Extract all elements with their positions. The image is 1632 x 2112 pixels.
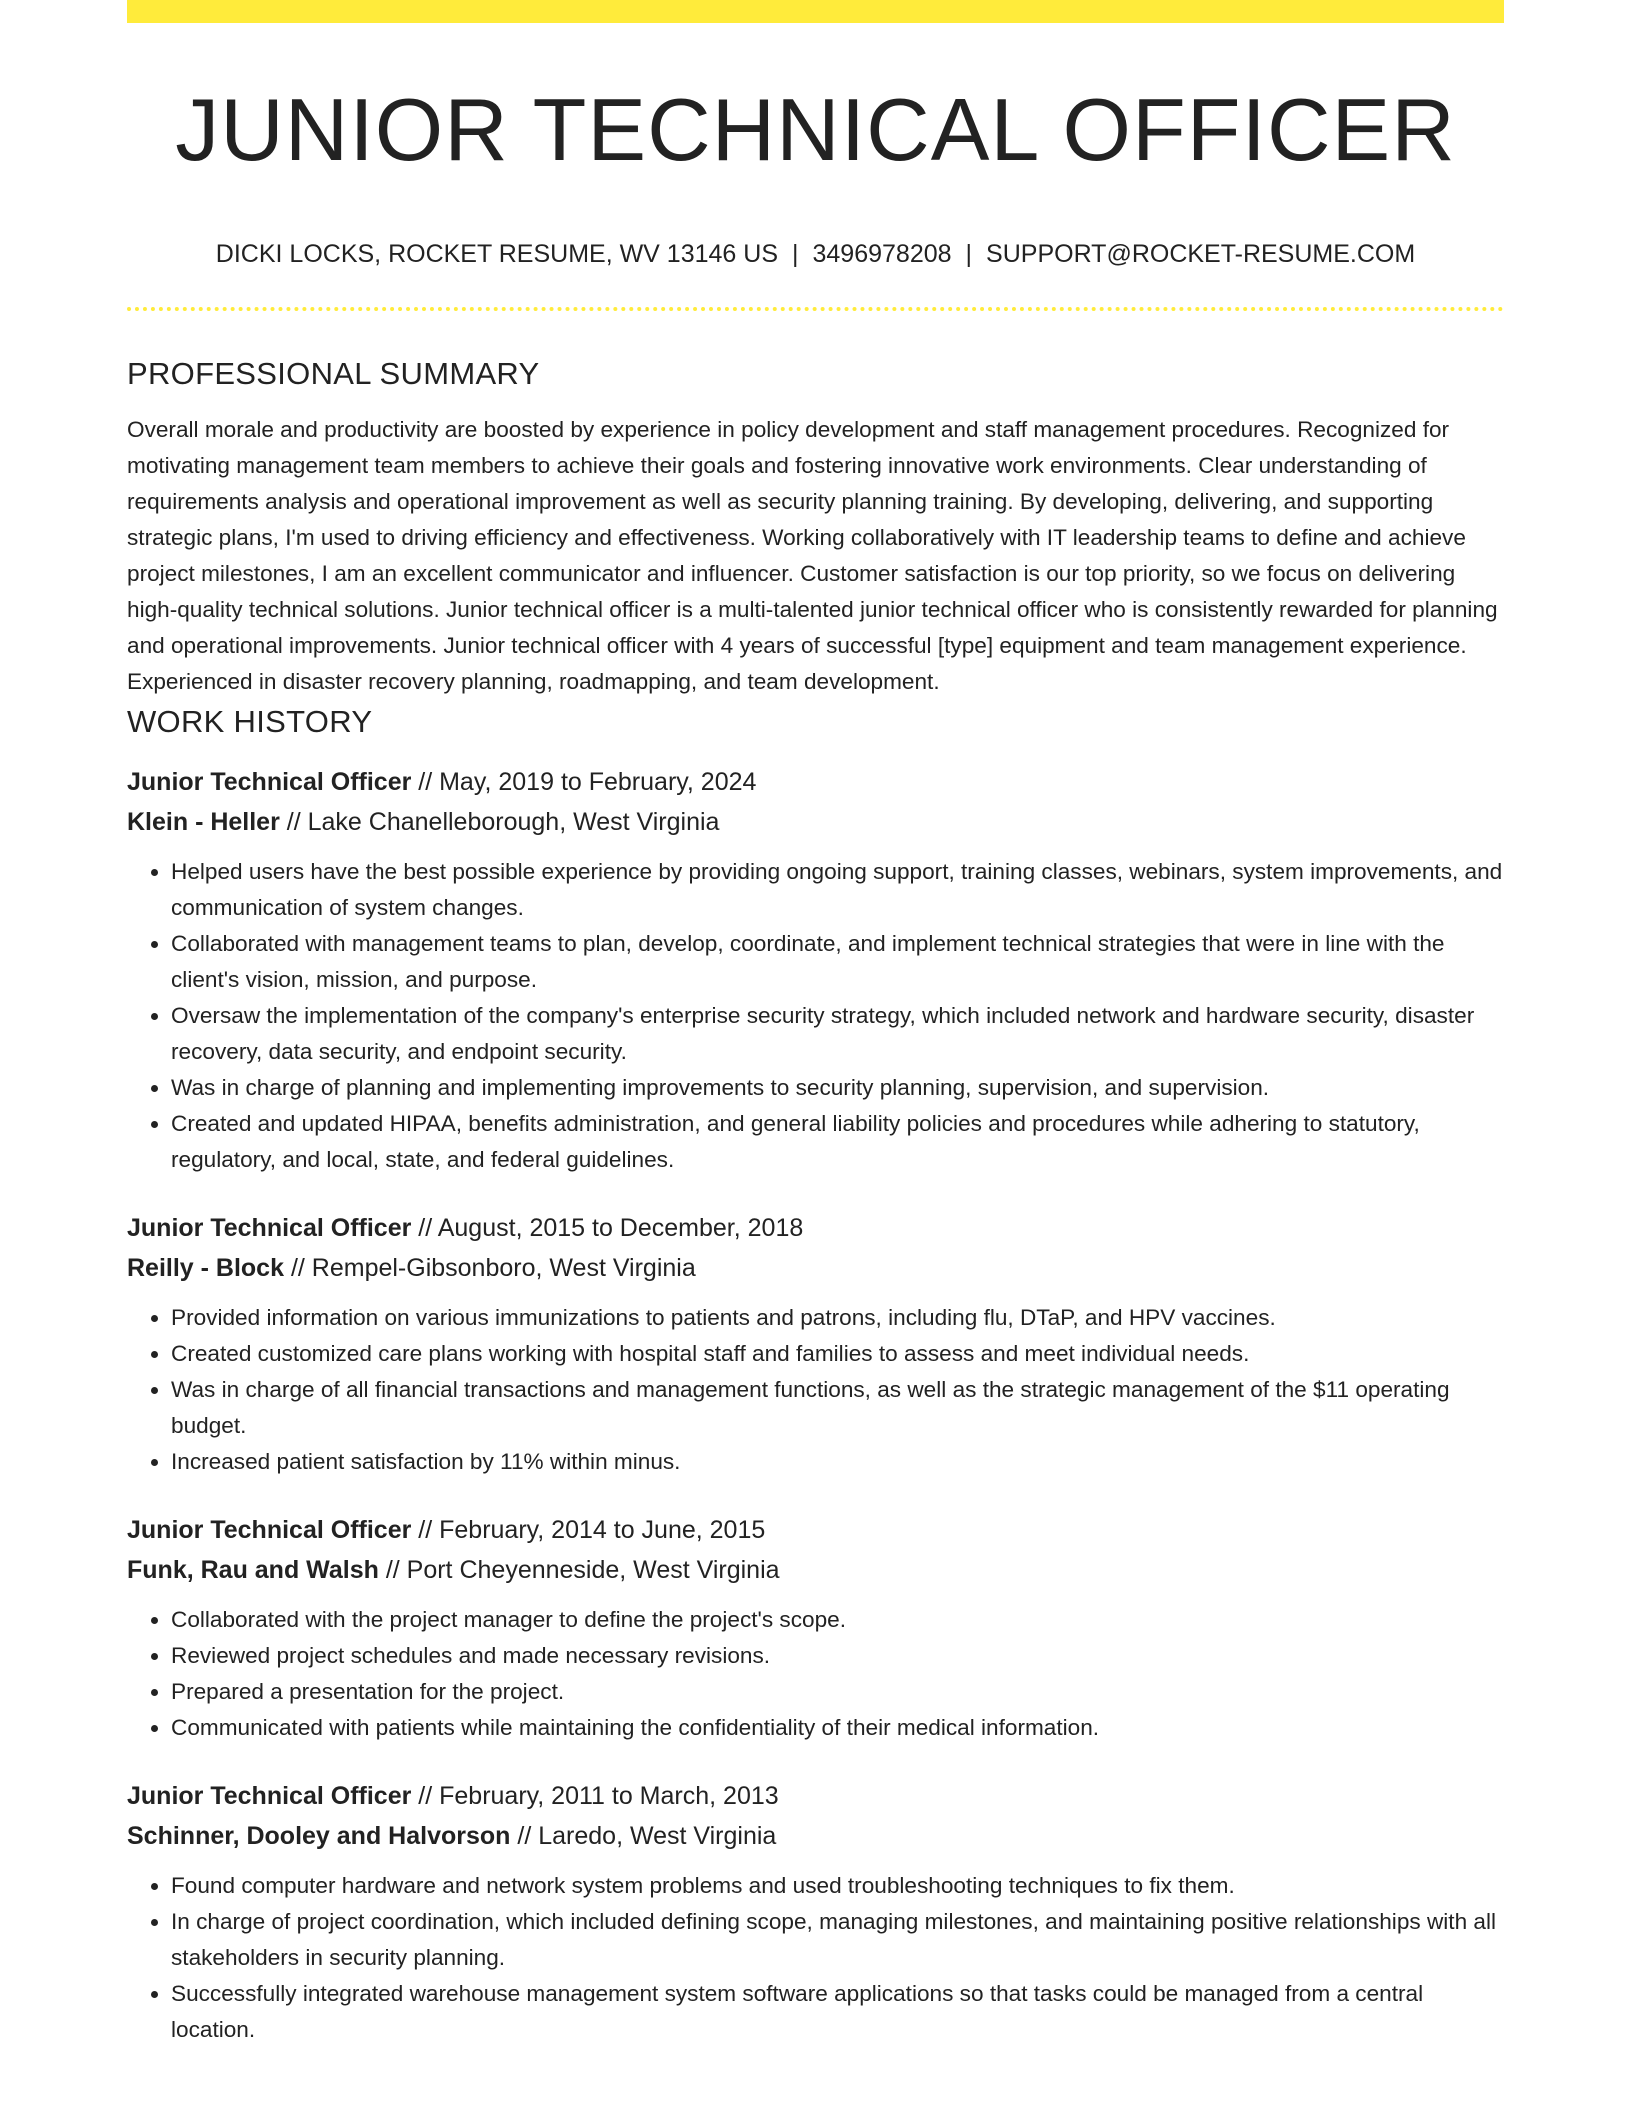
- job-dates: // August, 2015 to December, 2018: [411, 1214, 804, 1242]
- job-company: Funk, Rau and Walsh: [127, 1556, 379, 1584]
- contact-phone: 3496978208: [812, 240, 952, 268]
- contact-separator: |: [792, 240, 799, 268]
- job-title-line: [127, 1510, 1504, 1550]
- job-location: // Lake Chanelleborough, West Virginia: [279, 808, 720, 836]
- job-bullet-list: [127, 1300, 1504, 1480]
- job-entry: [127, 1208, 1504, 1480]
- job-company: Reilly - Block: [127, 1254, 284, 1282]
- job-bullet-list: [127, 1602, 1504, 1746]
- job-company: Schinner, Dooley and Halvorson: [127, 1822, 511, 1850]
- job-bullet: • Increased patient satisfaction by 11% within minus.: [171, 1444, 1504, 1480]
- job-location: // Laredo, West Virginia: [510, 1822, 777, 1850]
- resume-name-title: JUNIOR TECHNICAL OFFICER: [175, 80, 1456, 179]
- job-bullet: • Successfully integrated warehouse management system software applications so that tasks could be managed from a central location.: [171, 1976, 1504, 2048]
- job-bullet: • Prepared a presentation for the project.: [171, 1674, 1504, 1710]
- accent-top-bar: [127, 0, 1504, 23]
- job-bullet: • Provided information on various immunizations to patients and patrons, including flu, DTaP, and HPV vaccines.: [171, 1300, 1504, 1336]
- work-history-heading: WORK HISTORY: [127, 704, 373, 739]
- job-title-line: [127, 1208, 1504, 1248]
- contact-address: DICKI LOCKS, ROCKET RESUME, WV 13146 US: [215, 240, 778, 268]
- job-bullet: • Collaborated with management teams to plan, develop, coordinate, and implement technical strategies that were in line with the client's vision, mission, and purpose.: [171, 926, 1504, 998]
- job-company-line: [127, 802, 1504, 842]
- job-entry: [127, 1510, 1504, 1746]
- job-entry: [127, 1776, 1504, 2048]
- job-bullet-list: [127, 854, 1504, 1178]
- contact-separator: |: [965, 240, 973, 268]
- contact-email: SUPPORT@ROCKET-RESUME.COM: [986, 240, 1416, 268]
- job-bullet: • Helped users have the best possible experience by providing ongoing support, training classes, webinars, system improvements, and communication of system changes.: [171, 854, 1504, 926]
- job-bullet: • Created and updated HIPAA, benefits administration, and general liability policies and procedures while adhering to statutory, regulatory, and local, state, and federal guidelines.: [171, 1106, 1504, 1178]
- job-title: Junior Technical Officer: [127, 1516, 412, 1544]
- job-bullet: • Was in charge of planning and implementing improvements to security planning, supervision, and supervision.: [171, 1070, 1504, 1106]
- job-bullet: • Reviewed project schedules and made necessary revisions.: [171, 1638, 1504, 1674]
- job-location: // Rempel-Gibsonboro, West Virginia: [284, 1254, 696, 1282]
- job-bullet: • Created customized care plans working with hospital staff and families to assess and meet individual needs.: [171, 1336, 1504, 1372]
- job-company-line: [127, 1550, 1504, 1590]
- contact-line: [127, 236, 1504, 272]
- resume-content: [127, 352, 1504, 2048]
- job-bullet: • Oversaw the implementation of the company's enterprise security strategy, which included network and hardware security, disaster recovery, data security, and endpoint security.: [171, 998, 1504, 1070]
- job-title-line: [127, 1776, 1504, 1816]
- job-company: Klein - Heller: [127, 808, 280, 836]
- job-title-line: [127, 762, 1504, 802]
- job-dates: // February, 2011 to March, 2013: [411, 1782, 779, 1810]
- job-company-line: [127, 1816, 1504, 1856]
- job-bullet: • Found computer hardware and network system problems and used troubleshooting techniques to fix them.: [171, 1868, 1504, 1904]
- job-title: Junior Technical Officer: [127, 1782, 412, 1810]
- job-company-line: [127, 1248, 1504, 1288]
- job-title: Junior Technical Officer: [127, 768, 412, 796]
- job-dates: // May, 2019 to February, 2024: [411, 768, 757, 796]
- job-location: // Port Cheyenneside, West Virginia: [378, 1556, 780, 1584]
- summary-text: Overall morale and productivity are boosted by experience in policy development and staff management procedures. Recognized for motivating management team members to achieve their goals and fostering innovative work environments. Clear understanding of requirements analysis and operational improvement as well as security planning training. By developing, delivering, and supporting strategic plans, I'm used to driving efficiency and effectiveness. Working collaboratively with IT leadership teams to define and achieve project milestones, I am an excellent communicator and influencer. Customer satisfaction is our top priority, so we focus on delivering high-quality technical solutions. Junior technical officer is a multi-talented junior technical officer who is consistently rewarded for planning and operational improvements. Junior technical officer with 4 years of successful [type] equipment and team management experience. Experienced in disaster recovery planning, roadmapping, and team development.: [127, 417, 1498, 694]
- dotted-divider: [127, 307, 1504, 311]
- job-bullet: • In charge of project coordination, which included defining scope, managing milestones, and maintaining positive relationships with all stakeholders in security planning.: [171, 1904, 1504, 1976]
- job-bullet: • Collaborated with the project manager to define the project's scope.: [171, 1602, 1504, 1638]
- job-bullet-list: [127, 1868, 1504, 2048]
- job-bullet: • Communicated with patients while maintaining the confidentiality of their medical information.: [171, 1710, 1504, 1746]
- job-dates: // February, 2014 to June, 2015: [411, 1516, 766, 1544]
- job-title: Junior Technical Officer: [127, 1214, 412, 1242]
- summary-heading: PROFESSIONAL SUMMARY: [127, 356, 540, 391]
- jobs-list: [127, 762, 1504, 2048]
- job-entry: [127, 762, 1504, 1178]
- job-bullet: • Was in charge of all financial transactions and management functions, as well as the strategic management of the $11 operating budget.: [171, 1372, 1504, 1444]
